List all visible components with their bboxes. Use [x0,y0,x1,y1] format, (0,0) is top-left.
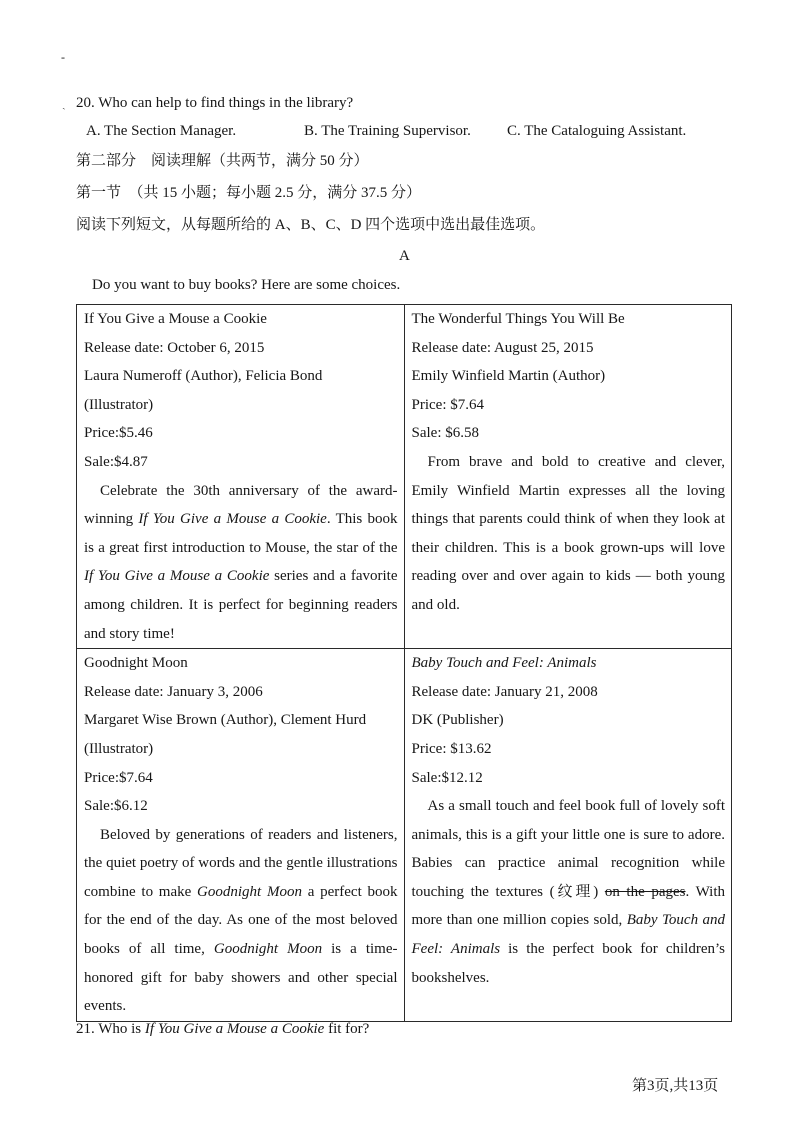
book-sale-price: Sale:$12.12 [411,769,483,786]
instructions: 阅读下列短文，从每题所给的 A、B、C、D 四个选项中选出最佳选项。 [76,217,546,233]
book-description: Celebrate the 30th anniversary of the award-winning If You Give a Mouse a Cookie. This book is a great first introduction to Mouse, the star of the If You Give a Mouse a Cookie series and a favorite among children. It is perfect for beginning readers and story time! [84,482,398,642]
book-credits: Emily Winfield Martin (Author) [411,368,606,385]
margin-tick: ˎ [62,98,66,110]
book-title: Goodnight Moon [84,655,188,672]
book-price: Price:$5.46 [84,425,153,442]
passage-label: A [399,248,410,264]
book-cell-baby-touch [404,649,732,1022]
book-credits-cont: (Illustrator) [84,396,154,413]
top-mark: - [61,50,65,64]
book-title: Baby Touch and Feel: Animals [411,655,597,672]
book-sale-price: Sale:$6.12 [84,798,148,815]
book-price: Price: $13.62 [411,740,492,757]
page-number: 第3页,共13页 [632,1078,719,1094]
book-table [76,304,732,1022]
book-title: If You Give a Mouse a Cookie [84,311,267,327]
book-credits: Margaret Wise Brown (Author), Clement Hurd [84,712,367,729]
question-20-option-c: C. The Cataloguing Assistant. [507,123,687,139]
book-cell-mouse-cookie [77,305,405,649]
book-credits: Laura Numeroff (Author), Felicia Bond [84,368,323,385]
question-20-stem: 20. Who can help to find things in the library? [76,95,354,111]
book-release-date: Release date: August 25, 2015 [411,339,594,356]
book-price: Price:$7.64 [84,769,153,786]
book-release-date: Release date: October 6, 2015 [84,339,265,356]
book-sale-price: Sale: $6.58 [411,425,479,442]
part-2-header: 第二部分 阅读理解（共两节，满分 50 分） [76,153,369,169]
book-description: Beloved by generations of readers and listeners, the quiet poetry of words and the gentle illustrations combine to make Goodnight Moon a perfect book for the end of the day. As one of the most beloved books of all time, Goodnight Moon is a time-honored gift for baby showers and other special events. [84,826,398,1015]
book-cell-wonderful-things [404,305,732,649]
book-price: Price: $7.64 [411,396,484,413]
book-credits: DK (Publisher) [411,712,504,729]
book-sale-price: Sale:$4.87 [84,453,148,470]
question-20-option-a: A. The Section Manager. [86,123,237,139]
question-21-stem: 21. Who is If You Give a Mouse a Cookie fit for? [76,1021,370,1037]
book-title: The Wonderful Things You Will Be [411,311,625,327]
book-release-date: Release date: January 3, 2006 [84,683,263,700]
section-1-header: 第一节 （共 15 小题；每小题 2.5 分，满分 37.5 分） [76,185,422,201]
passage-intro: Do you want to buy books? Here are some choices. [92,277,401,293]
book-description: As a small touch and feel book full of lovely soft animals, this is a gift your little one is sure to adore. Babies can practice animal recognition while touching the textures (纹理) on the pages. With more than one million copies sold, Baby Touch and Feel: Animals is the perfect book for children’s bookshelves. [411,798,725,986]
book-cell-goodnight-moon [77,649,405,1022]
book-description: From brave and bold to creative and clever, Emily Winfield Martin expresses all the loving things that parents could think of when they look at their children. This is a book grown-ups will love reading over and over again to kids — both young and old. [411,453,725,613]
book-release-date: Release date: January 21, 2008 [411,683,598,700]
question-20-option-b: B. The Training Supervisor. [304,123,471,139]
book-credits-cont: (Illustrator) [84,740,154,757]
